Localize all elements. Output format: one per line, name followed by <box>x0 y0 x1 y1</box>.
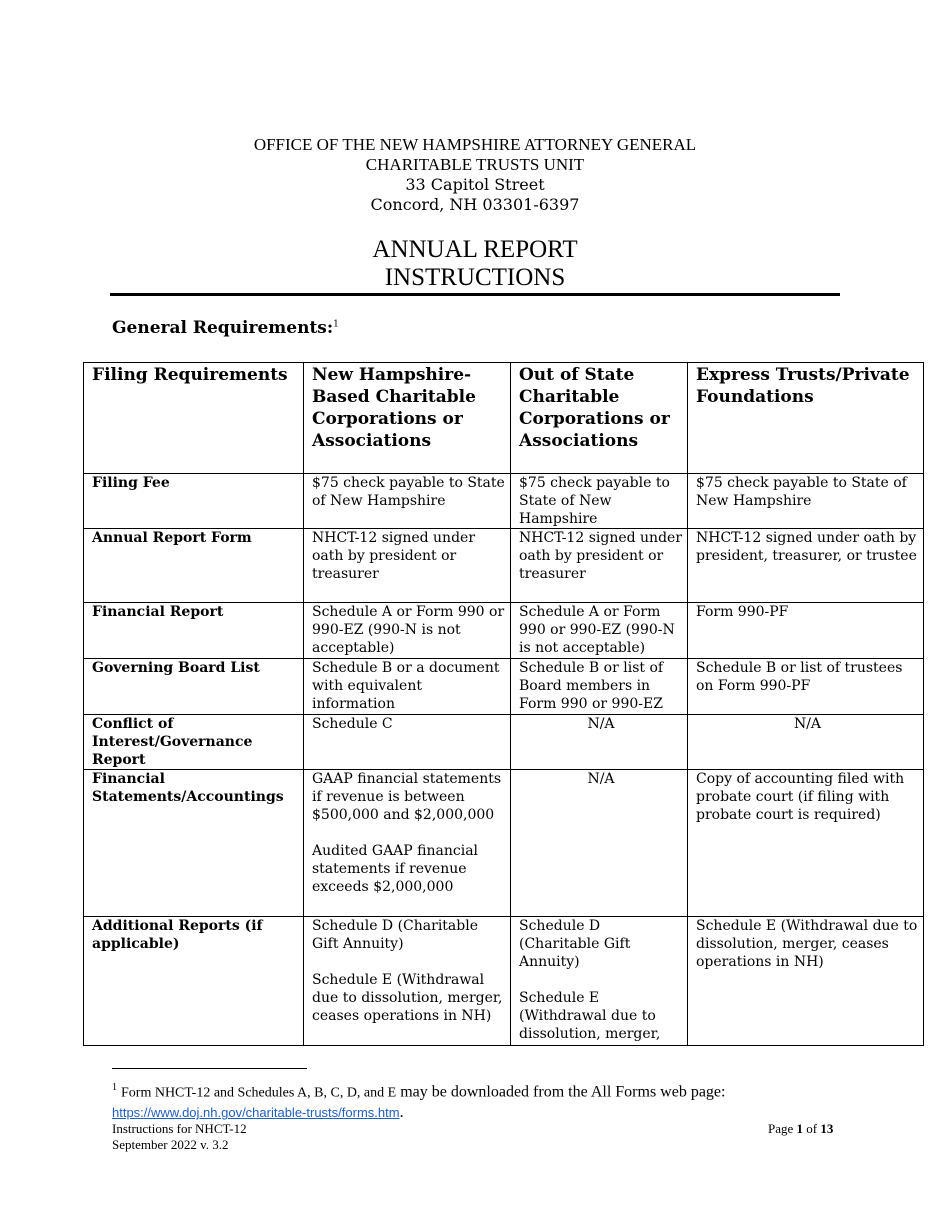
table-cell: $75 check payable to State of New Hampshire <box>688 474 924 529</box>
table-row <box>84 474 924 529</box>
unit-name <box>0 155 950 175</box>
table-row <box>84 770 924 917</box>
page-number <box>768 1121 833 1137</box>
footnote-ref: 1 <box>333 319 339 330</box>
table-cell: Schedule B or list of Board members in Form 990 or 990-EZ <box>511 659 688 715</box>
cell-paragraph: Schedule D (Charitable Gift Annuity) <box>312 918 479 952</box>
table-cell: $75 check payable to State of New Hampshire <box>511 474 688 529</box>
row-label: Governing Board List <box>84 659 304 715</box>
footnote-period: . <box>399 1104 404 1122</box>
table-row <box>84 917 924 1046</box>
title-line-1: ANNUAL REPORT <box>372 236 578 263</box>
cell-paragraph: GAAP financial statements if revenue is between $500,000 and $2,000,000 <box>312 771 502 823</box>
page-current: 1 <box>796 1121 804 1136</box>
column-header: New Hampshire-Based Charitable Corporations or Associations <box>304 363 511 474</box>
table-cell: Copy of accounting filed with probate court (if filing with probate court is required) <box>688 770 924 917</box>
cell-paragraph: Schedule E (Withdrawal due to dissolution, merger, ceases operations in NH) <box>312 972 503 1024</box>
table-cell: NHCT-12 signed under oath by president, treasurer, or trustee <box>688 529 924 603</box>
table-row <box>84 659 924 715</box>
column-header: Filing Requirements <box>84 363 304 474</box>
section-heading <box>112 318 339 338</box>
table-cell: Schedule A or Form 990 or 990-EZ (990-N is not acceptable) <box>511 603 688 659</box>
footnote <box>112 1078 872 1123</box>
page-word: Page <box>768 1121 794 1136</box>
footnote-text-small: Form NHCT-12 and Schedules A, B, C, D, and E <box>121 1085 397 1101</box>
footer-doc-name: Instructions for NHCT-12 <box>112 1121 247 1136</box>
table-cell: N/A <box>688 715 924 770</box>
row-label: Conflict of Interest/Governance Report <box>84 715 304 770</box>
row-label: Additional Reports (if applicable) <box>84 917 304 1046</box>
table-cell: N/A <box>511 770 688 917</box>
table-row <box>84 529 924 603</box>
table-cell: NHCT-12 signed under oath by president or treasurer <box>511 529 688 603</box>
table-header-row <box>84 363 924 474</box>
table-cell <box>511 917 688 1046</box>
table-row <box>84 603 924 659</box>
section-heading-text: General Requirements: <box>112 318 334 338</box>
street-address: 33 Capitol Street <box>405 175 545 194</box>
title-line-2: INSTRUCTIONS <box>384 264 566 291</box>
row-label: Annual Report Form <box>84 529 304 603</box>
footer-version: September 2022 v. 3.2 <box>112 1137 229 1152</box>
footnote-marker: 1 <box>112 1082 117 1093</box>
table-cell: $75 check payable to State of New Hampshire <box>304 474 511 529</box>
cell-paragraph: Schedule E (Withdrawal due to dissolution, merger, <box>519 990 661 1042</box>
table-cell <box>304 917 511 1046</box>
page-total: 13 <box>820 1121 834 1136</box>
table-row <box>84 715 924 770</box>
table-cell: Schedule A or Form 990 or 990-EZ (990-N is not acceptable) <box>304 603 511 659</box>
table-cell: Form 990-PF <box>688 603 924 659</box>
table-cell: NHCT-12 signed under oath by president or treasurer <box>304 529 511 603</box>
title-rule <box>110 293 840 296</box>
table-cell: Schedule C <box>304 715 511 770</box>
office-name: OFFICE OF THE NEW HAMPSHIRE ATTORNEY GENERAL <box>253 135 697 154</box>
unit-name-text: CHARITABLE TRUSTS UNIT <box>365 155 585 174</box>
of-word: of <box>806 1121 818 1136</box>
table-cell: Schedule B or list of trustees on Form 990-PF <box>688 659 924 715</box>
table-cell: Schedule E (Withdrawal due to dissolution, merger, ceases operations in NH) <box>688 917 924 1046</box>
city-address: Concord, NH 03301-6397 <box>370 195 580 214</box>
table-cell: Schedule B or a document with equivalent information <box>304 659 511 715</box>
footer-doc-info <box>112 1121 247 1153</box>
row-label: Financial Report <box>84 603 304 659</box>
footnote-separator <box>112 1068 307 1069</box>
footnote-text: may be downloaded from the All Forms web page: <box>396 1083 726 1101</box>
cell-paragraph: Audited GAAP financial statements if revenue exceeds $2,000,000 <box>312 843 479 895</box>
column-header: Out of State Charitable Corporations or Associations <box>511 363 688 474</box>
row-label: Financial Statements/Accountings <box>84 770 304 917</box>
table-cell: N/A <box>511 715 688 770</box>
requirements-table <box>83 362 924 1046</box>
row-label: Filing Fee <box>84 474 304 529</box>
column-header: Express Trusts/Private Foundations <box>688 363 924 474</box>
forms-link[interactable]: https://www.doj.nh.gov/charitable-trusts/forms.htm <box>112 1105 400 1121</box>
cell-paragraph: Schedule D (Charitable Gift Annuity) <box>519 918 631 970</box>
table-cell <box>304 770 511 917</box>
